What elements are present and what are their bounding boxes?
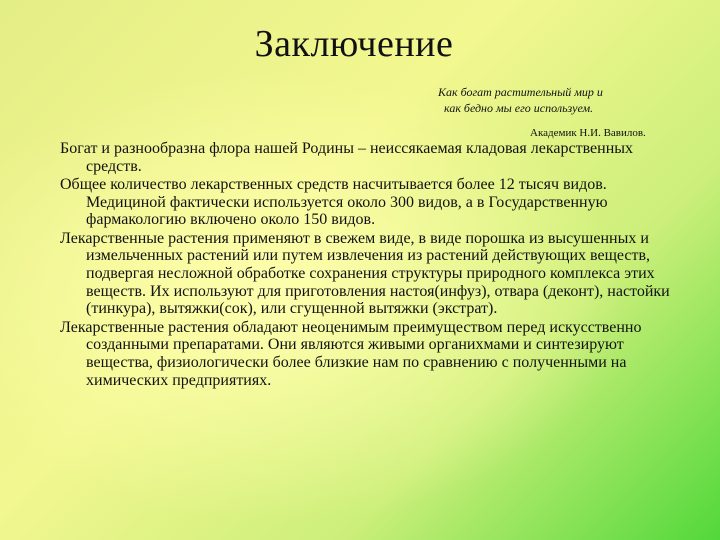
paragraph-1: Богат и разнообразна флора нашей Родины – неиссякаемая кладовая лекарственных средств. (60, 140, 634, 175)
paragraph-3: Лекарственные растения применяют в свежем виде, в виде порошка из высушенных и измельченных растений или путем извлечения из растений действующих веществ, подвергая несложной обработке сохранения структуры природного комплекса этих веществ. Их используют для приготовления настоя(инфуз), отвара (деконт), настойки (тинкура), вытяжки(сок), или сгущенной вытяжки (экстрат). (60, 229, 670, 318)
epigraph-line-1: Как богат растительный мир и (438, 85, 603, 99)
slide-title (0, 22, 720, 66)
epigraph-quote (438, 84, 603, 116)
paragraph-2: Общее количество лекарственных средств насчитывается более 12 тысяч видов. Медициной фактически используется около 300 видов, а в Государственную фармакологию включено около 150 видов. (60, 175, 608, 229)
slide-title-text: Заключение (254, 23, 454, 65)
epigraph-author: Академик Н.И. Вавилов. (530, 127, 646, 139)
epigraph-line-2: как бедно мы его используем. (444, 101, 594, 115)
slide-body (60, 140, 680, 390)
paragraph-4: Лекарственные растения обладают неоценимым преимуществом перед искусственно созданными препаратами. Они являются живыми органихмами и синтезируют вещества, физиологически более близкие нам по сравнению с полученными на химических предприятиях. (60, 318, 642, 389)
